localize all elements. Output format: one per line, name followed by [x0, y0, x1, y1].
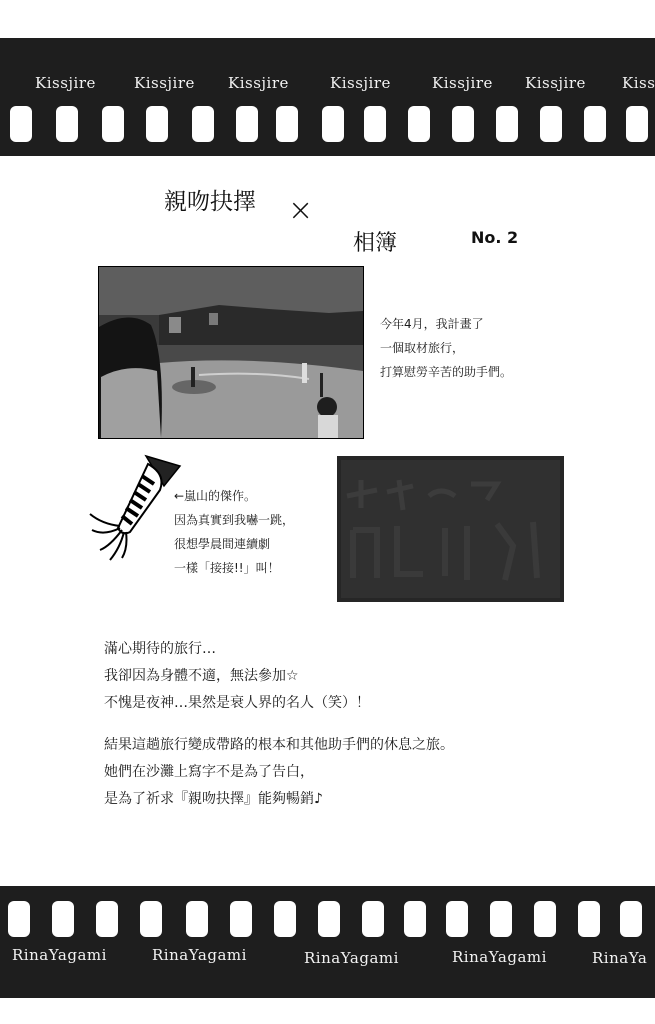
body-paragraph-1	[104, 636, 370, 717]
seaside-photo	[98, 266, 364, 439]
page-title: 親吻抉擇	[164, 189, 256, 215]
film-strip-top-labels	[0, 74, 655, 98]
film-label: RinaYagami	[12, 946, 107, 964]
film-label: Kissjire	[134, 74, 195, 92]
sprocket-hole	[364, 106, 386, 142]
sprocket-hole	[56, 106, 78, 142]
sprocket-hole	[540, 106, 562, 142]
caption-line: 因為真實到我嚇一跳，	[174, 513, 295, 527]
caption-line: ←嵐山的傑作。	[174, 489, 257, 503]
film-label: Kissjire	[330, 74, 391, 92]
sprocket-hole	[534, 901, 556, 937]
film-label: RinaYa	[592, 949, 648, 967]
film-sprocket-holes-top	[0, 106, 655, 144]
film-strip-bottom-labels	[0, 946, 655, 970]
photo2-caption	[174, 484, 294, 580]
sprocket-hole	[620, 901, 642, 937]
film-label: Kissjire	[432, 74, 493, 92]
sprocket-hole	[96, 901, 118, 937]
sand-writing-photo-image	[337, 456, 564, 602]
sand-writing-photo	[337, 456, 564, 602]
sprocket-hole	[276, 106, 298, 142]
sprocket-hole	[146, 106, 168, 142]
sprocket-hole	[584, 106, 606, 142]
film-sprocket-holes-bottom	[0, 901, 655, 939]
issue-number: No. 2	[471, 228, 519, 247]
squid-drawing	[84, 450, 184, 562]
caption-line: 一樣「接接!!」叫！	[174, 561, 280, 575]
film-label: RinaYagami	[152, 946, 247, 964]
body-line: 滿心期待的旅行…	[104, 641, 216, 657]
sprocket-hole	[102, 106, 124, 142]
caption-line: 今年4月，我計畫了	[380, 317, 484, 331]
sprocket-hole	[362, 901, 384, 937]
photo1-caption	[380, 312, 512, 384]
body-line: 我卻因為身體不適，無法參加☆	[104, 668, 299, 684]
sprocket-hole	[626, 106, 648, 142]
sprocket-hole	[230, 901, 252, 937]
caption-line: 很想學晨間連續劇	[174, 537, 271, 551]
sprocket-hole	[322, 106, 344, 142]
sprocket-hole	[490, 901, 512, 937]
film-label: Kissjire	[525, 74, 586, 92]
sprocket-hole	[318, 901, 340, 937]
sprocket-hole	[8, 901, 30, 937]
film-strip-bottom	[0, 886, 655, 998]
sprocket-hole	[10, 106, 32, 142]
body-line: 不愧是夜神…果然是衰人界的名人（笑）！	[104, 695, 370, 711]
body-paragraph-2	[104, 732, 454, 813]
sprocket-hole	[52, 901, 74, 937]
film-strip-top	[0, 38, 655, 156]
caption-line: 一個取材旅行，	[380, 341, 465, 355]
sprocket-hole	[408, 106, 430, 142]
sprocket-hole	[140, 901, 162, 937]
sprocket-hole	[274, 901, 296, 937]
film-label: Kissjire	[35, 74, 96, 92]
title-cross-mark: ×	[288, 193, 314, 228]
sprocket-hole	[446, 901, 468, 937]
body-line: 結果這趟旅行變成帶路的根本和其他助手們的休息之旅。	[104, 737, 454, 753]
film-label: RinaYagami	[452, 948, 547, 966]
sprocket-hole	[192, 106, 214, 142]
sprocket-hole	[496, 106, 518, 142]
body-line: 她們在沙灘上寫字不是為了告白，	[104, 764, 314, 780]
caption-line: 打算慰勞辛苦的助手們。	[380, 365, 513, 379]
body-line: 是為了祈求『親吻抉擇』能夠暢銷♪	[104, 791, 323, 807]
sprocket-hole	[186, 901, 208, 937]
seaside-photo-image	[99, 267, 363, 438]
page-subtitle: 相簿	[353, 231, 398, 256]
sprocket-hole	[404, 901, 426, 937]
sprocket-hole	[578, 901, 600, 937]
sprocket-hole	[236, 106, 258, 142]
film-label: Kiss	[622, 74, 655, 92]
film-label: Kissjire	[228, 74, 289, 92]
sprocket-hole	[452, 106, 474, 142]
film-label: RinaYagami	[304, 949, 399, 967]
